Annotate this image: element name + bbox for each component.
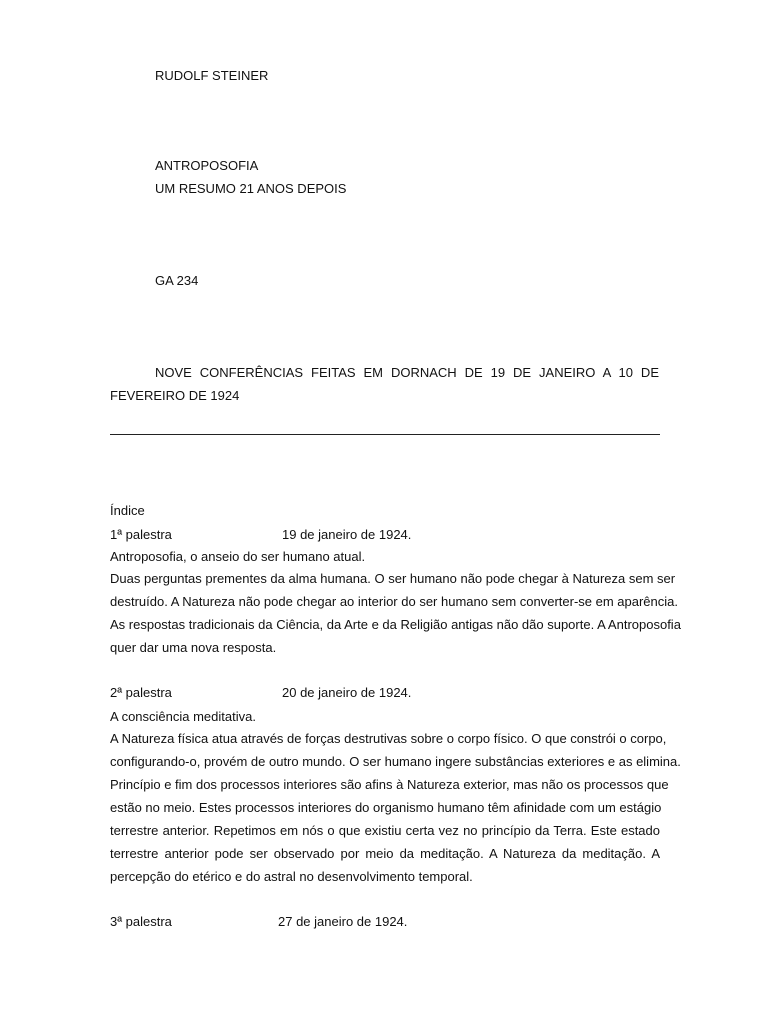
lecture-2-summary-line: terrestre anterior. Repetimos em nós o que existiu certa vez no princípio da Terra. Este estado <box>110 823 660 838</box>
ga-number: GA 234 <box>155 273 199 288</box>
lecture-1-number: 1ª palestra <box>110 527 172 542</box>
lecture-2-summary-line: percepção do etérico e do astral no desenvolvimento temporal. <box>110 869 473 884</box>
index-heading: Índice <box>110 503 145 518</box>
lecture-1-title: Antroposofia, o anseio do ser humano atual. <box>110 549 366 564</box>
lecture-2-summary-line: terrestre anterior pode ser observado por meio da meditação. A Natureza da meditação. A <box>110 846 660 861</box>
lecture-3-number: 3ª palestra <box>110 914 172 929</box>
lecture-3-date: 27 de janeiro de 1924. <box>278 914 408 929</box>
horizontal-divider <box>110 434 660 435</box>
subtitle-line-2: FEVEREIRO DE 1924 <box>110 388 240 403</box>
lecture-1-summary <box>110 567 681 659</box>
lecture-1-summary-line: quer dar uma nova resposta. <box>110 640 277 655</box>
lecture-2-summary-line: estão no meio. Estes processos interiores do organismo humano têm afinidade com um estágio <box>110 800 662 815</box>
book-title-line-2: UM RESUMO 21 ANOS DEPOIS <box>155 181 347 196</box>
lecture-2-summary-line: A Natureza física atua através de forças destrutivas sobre o corpo físico. O que constrói o corpo, <box>110 731 667 746</box>
lecture-1-summary-line: Duas perguntas prementes da alma humana. O ser humano não pode chegar à Natureza sem ser <box>110 571 676 586</box>
lecture-1-summary-line: As respostas tradicionais da Ciência, da Arte e da Religião antigas não dão suporte. A Antroposofia <box>110 617 681 632</box>
lecture-2-number: 2ª palestra <box>110 685 172 700</box>
lecture-1-summary-line: destruído. A Natureza não pode chegar ao interior do ser humano sem converter-se em aparência. <box>110 594 678 609</box>
lecture-2-summary-line: configurando-o, provém de outro mundo. O ser humano ingere substâncias exteriores e as elimina. <box>110 754 681 769</box>
lecture-2-date: 20 de janeiro de 1924. <box>282 685 412 700</box>
lecture-1-date: 19 de janeiro de 1924. <box>282 527 412 542</box>
author-name: RUDOLF STEINER <box>155 68 269 83</box>
lecture-2-title: A consciência meditativa. <box>110 709 256 724</box>
book-title-line-1: ANTROPOSOFIA <box>155 158 259 173</box>
subtitle-line-1: NOVE CONFERÊNCIAS FEITAS EM DORNACH DE 19 DE JANEIRO A 10 DE <box>155 365 659 380</box>
lecture-2-summary <box>110 727 681 888</box>
lecture-2-summary-line: Princípio e fim dos processos interiores são afins à Natureza exterior, mas não os processos que <box>110 777 669 792</box>
